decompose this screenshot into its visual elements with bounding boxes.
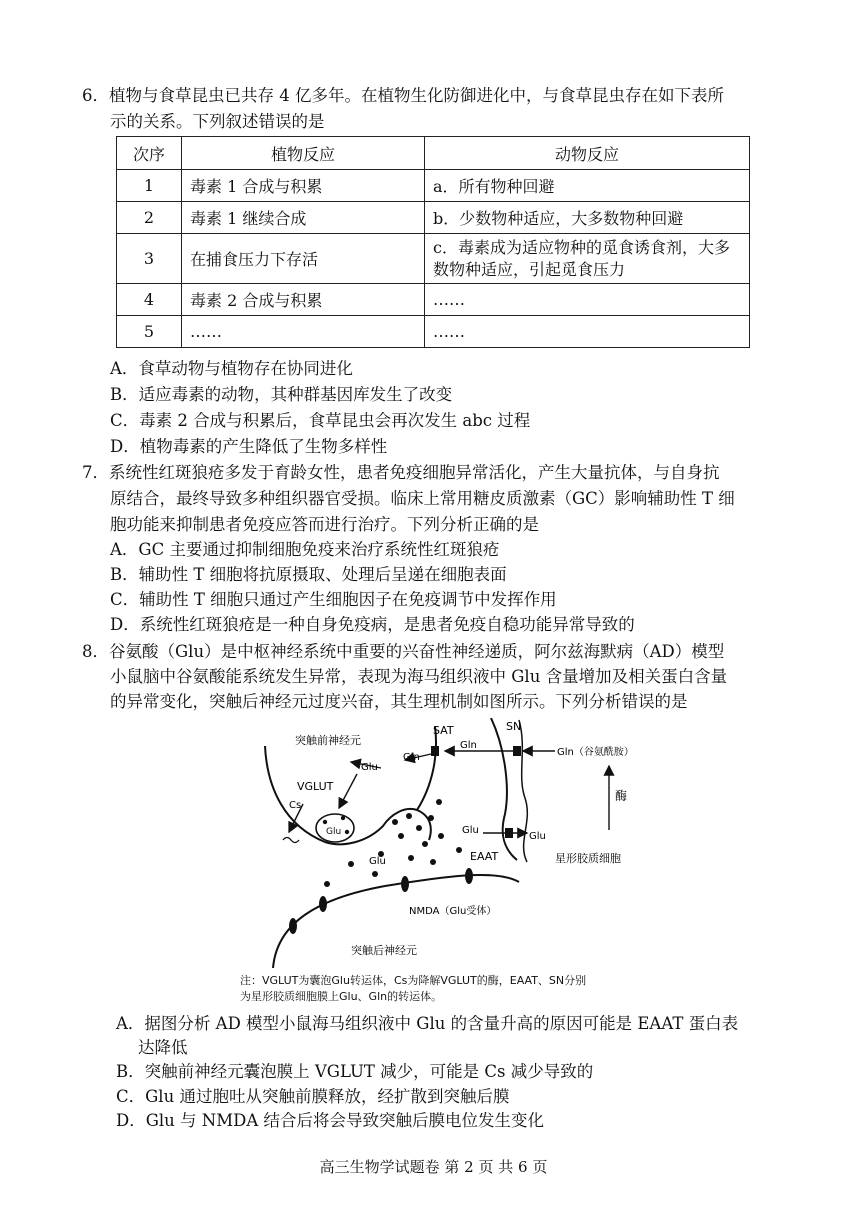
q7-stem-line3: 胞功能来抑制患者免疫应答而进行治疗。下列分析正确的是: [110, 515, 539, 534]
q8-option-d: D．Glu 与 NMDA 结合后将会导致突触后膜电位发生变化: [116, 1111, 545, 1130]
label-astrocyte: 星形胶质细胞: [555, 852, 621, 865]
table-cell: ……: [182, 316, 425, 348]
q7-stem-line2: 原结合，最终导致多种组织器官受损。临床上常用糖皮质激素（GC）影响辅助性 T 细: [110, 489, 735, 508]
figure-note-line2: 为星形胶质细胞膜上Glu、Gln的转运体。: [240, 990, 443, 1003]
label-glu-3: Glu: [529, 831, 546, 842]
table-row: [117, 170, 750, 202]
q8-stem-line2: 小鼠脑中谷氨酸能系统发生异常，表现为海马组织液中 Glu 含量增加及相关蛋白含量: [110, 667, 728, 686]
synapse-diagram: [255, 718, 795, 973]
q6-table: [116, 136, 750, 348]
q8-option-a-line2: 达降低: [138, 1038, 188, 1057]
table-header: 次序: [117, 137, 182, 170]
table-cell: 1: [117, 170, 182, 202]
label-sat: SAT: [433, 724, 454, 737]
nmda-receptor: [319, 896, 327, 912]
label-gln-1: Gln: [460, 740, 477, 751]
figure-note-line1: 注：VGLUT为囊泡Glu转运体，Cs为降解VGLUT的酶，EAAT、SN分别: [240, 974, 587, 987]
q7-stem-line1: 7．系统性红斑狼疮多发于育龄女性，患者免疫细胞异常活化，产生大量抗体，与自身抗: [82, 463, 720, 482]
q8-option-b: B．突触前神经元囊泡膜上 VGLUT 减少，可能是 Cs 减少导致的: [116, 1062, 594, 1081]
sat-transporter: [431, 746, 439, 756]
table-cell: 2: [117, 202, 182, 234]
label-vglut: VGLUT: [297, 780, 334, 793]
q6-stem-line1: 6．植物与食草昆虫已共存 4 亿多年。在植物生化防御进化中，与食草昆虫存在如下表所: [82, 86, 724, 105]
q7-option-a: A．GC 主要通过抑制细胞免疫来治疗系统性红斑狼疮: [110, 540, 500, 559]
table-cell: 毒素 1 合成与积累: [182, 170, 425, 202]
q8-option-c: C．Glu 通过胞吐从突触前膜释放，经扩散到突触后膜: [116, 1087, 510, 1106]
table-cell: b．少数物种适应，大多数物种回避: [425, 202, 750, 234]
astrocyte-membrane: [491, 718, 517, 860]
q7-option-b: B．辅助性 T 细胞将抗原摄取、处理后呈递在细胞表面: [110, 565, 507, 584]
page-footer: 高三生物学试题卷 第 2 页 共 6 页: [319, 1158, 548, 1176]
table-row: [117, 202, 750, 234]
table-cell: 4: [117, 284, 182, 316]
table-cell: a．所有物种回避: [425, 170, 750, 202]
table-row: [117, 234, 750, 284]
table-header-row: [117, 137, 750, 170]
table-cell: 毒素 1 继续合成: [182, 202, 425, 234]
q7-option-d: D．系统性红斑狼疮是一种自身免疫病，是患者免疫自稳功能异常导致的: [110, 615, 635, 634]
q8-option-a-line1: A．据图分析 AD 模型小鼠海马组织液中 Glu 的含量升高的原因可能是 EAAT 蛋白表: [116, 1014, 739, 1033]
table-header: 植物反应: [182, 137, 425, 170]
table-cell: 5: [117, 316, 182, 348]
q7-option-c: C．辅助性 T 细胞只通过产生细胞因子在免疫调节中发挥作用: [110, 590, 557, 609]
label-cs: Cs: [289, 800, 302, 811]
figure-note: [240, 973, 586, 1005]
nmda-receptor: [401, 876, 409, 892]
q8-stem-line1: 8．谷氨酸（Glu）是中枢神经系统中重要的兴奋性神经递质，阿尔兹海默病（AD）模型: [82, 642, 725, 661]
table-cell: ……: [425, 284, 750, 316]
q6-option-a: A．食草动物与植物存在协同进化: [110, 359, 353, 378]
label-presynaptic: 突触前神经元: [295, 734, 361, 747]
svg-text:Glu: Glu: [326, 827, 342, 837]
q6-option-b: B．适应毒素的动物，其种群基因库发生了改变: [110, 385, 453, 404]
label-glu-1: Glu: [361, 762, 378, 773]
q6-option-c: C．毒素 2 合成与积累后，食草昆虫会再次发生 abc 过程: [110, 411, 531, 430]
table-cell: c．毒素成为适应物种的觅食诱食剂，大多数物种适应，引起觅食压力: [425, 234, 750, 284]
table-row: [117, 316, 750, 348]
label-sn: SN: [506, 720, 522, 733]
synaptic-vesicle: [316, 814, 354, 842]
table-row: [117, 284, 750, 316]
label-eaat: EAAT: [470, 850, 499, 863]
label-gln-2: Gln: [403, 752, 420, 763]
q8-stem-line3: 的异常变化，突触后神经元过度兴奋，其生理机制如图所示。下列分析错误的是: [110, 692, 688, 711]
label-gln-3: Gln（谷氨酰胺）: [557, 747, 634, 758]
presynaptic-membrane-right: [417, 726, 436, 810]
nmda-receptor: [465, 868, 473, 884]
table-header: 动物反应: [425, 137, 750, 170]
astrocyte-inner-membrane: [519, 720, 527, 862]
label-glu-4: Glu: [369, 856, 386, 867]
label-glu-2: Glu: [462, 825, 479, 836]
table-cell: 3: [117, 234, 182, 284]
nmda-receptor: [289, 918, 297, 934]
label-enzyme: 酶: [615, 789, 628, 803]
label-nmda: NMDA（Glu受体）: [409, 906, 497, 917]
released-glu-dots: [324, 799, 462, 887]
q6-stem-line2: 示的关系。下列叙述错误的是: [110, 112, 325, 131]
table-cell: 毒素 2 合成与积累: [182, 284, 425, 316]
sn-transporter: [513, 746, 521, 756]
label-postsynaptic: 突触后神经元: [351, 944, 417, 957]
table-cell: 在捕食压力下存活: [182, 234, 425, 284]
q6-option-d: D．植物毒素的产生降低了生物多样性: [110, 437, 388, 456]
table-cell: ……: [425, 316, 750, 348]
